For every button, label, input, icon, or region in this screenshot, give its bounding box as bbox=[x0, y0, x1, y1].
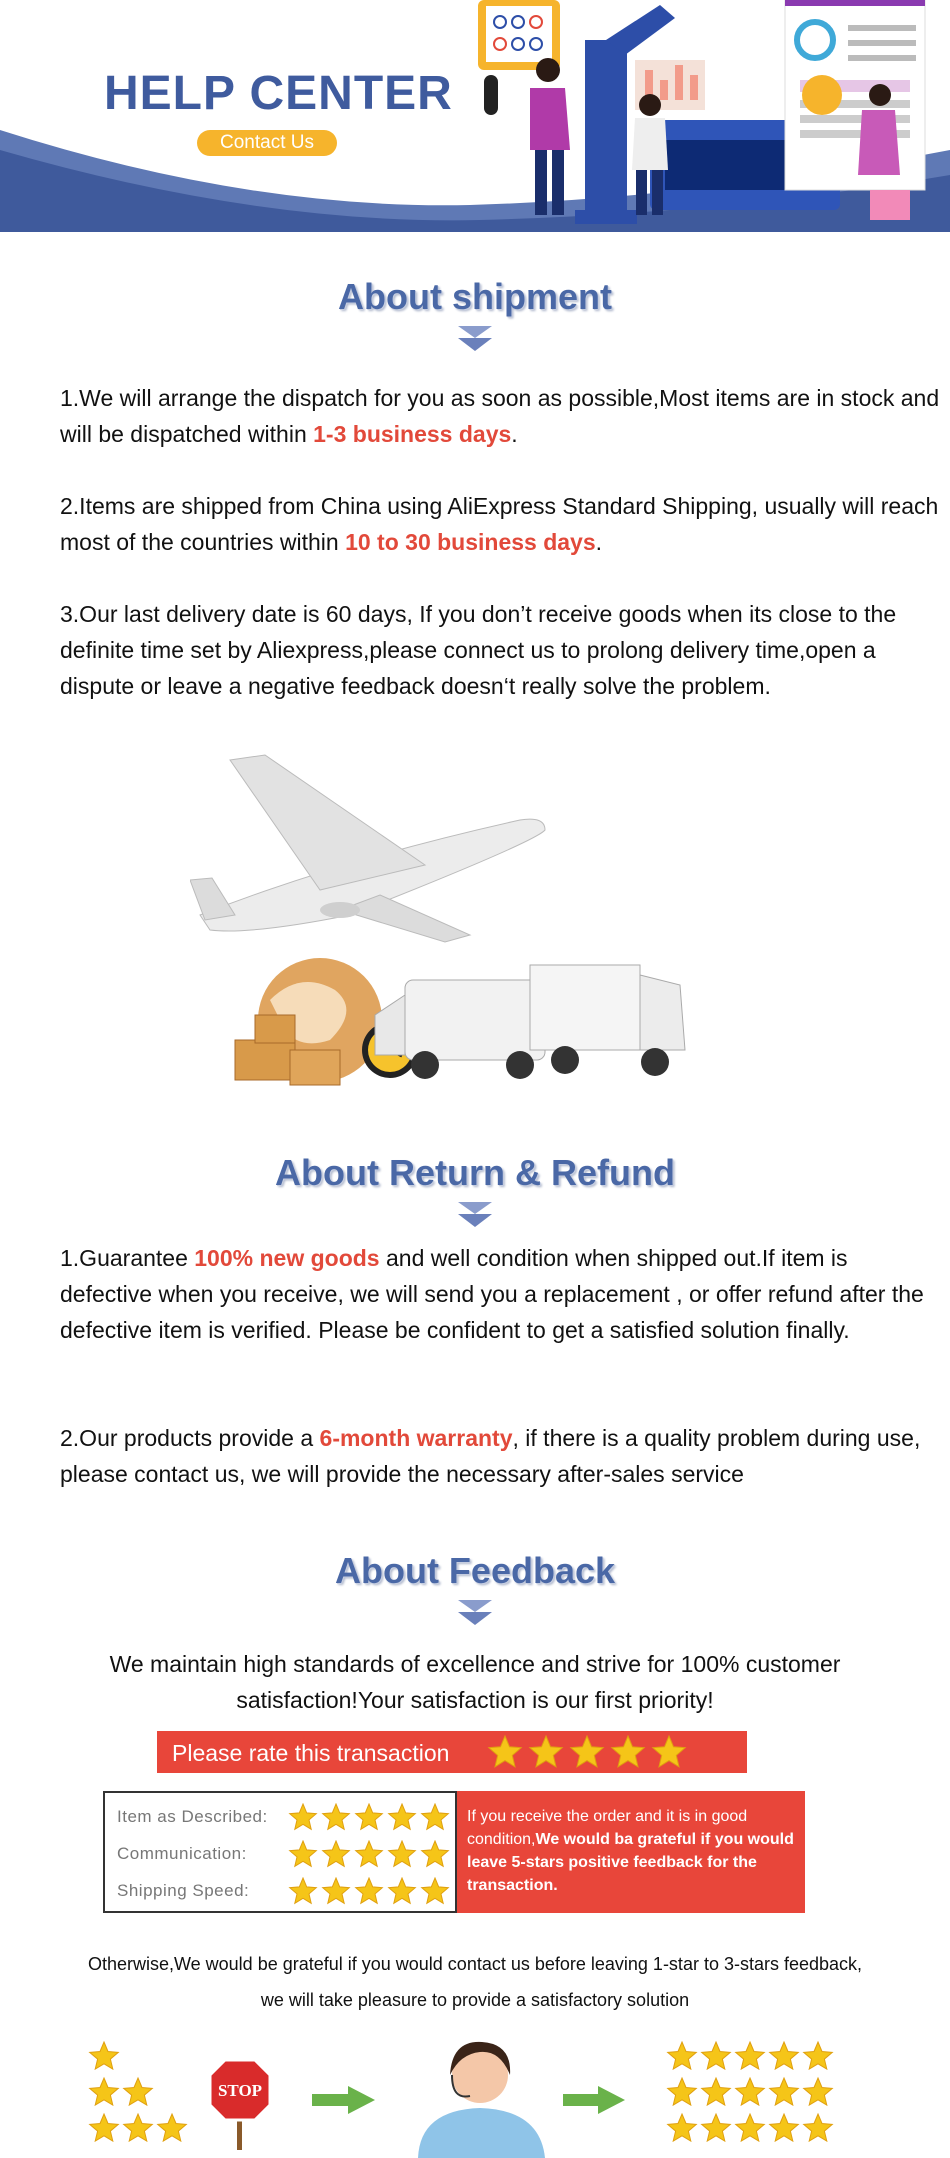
star-icon bbox=[530, 1736, 562, 1767]
rating-row-item-described bbox=[117, 1803, 457, 1833]
star-icon bbox=[323, 1878, 350, 1903]
page-title: HELP CENTER bbox=[104, 67, 453, 120]
star-icon bbox=[612, 1736, 644, 1767]
star-icon bbox=[736, 2042, 765, 2069]
star-icon bbox=[389, 1878, 416, 1903]
star-icon bbox=[323, 1804, 350, 1829]
shipment-paragraph-3: 3.Our last delivery date is 60 days, If you don’t receive goods when its close to the definite time set by Aliexpress,please connect us to prolong delivery time,open a dispute or leave a negative feedback doesn‘t really solve the problem. bbox=[60, 601, 897, 699]
star-icon bbox=[323, 1841, 350, 1866]
star-rating[interactable] bbox=[287, 1877, 452, 1907]
arrow-right-icon bbox=[563, 2086, 625, 2114]
delivery-days-highlight: 10 to 30 business days bbox=[345, 529, 596, 555]
star-rating[interactable] bbox=[287, 1840, 452, 1870]
rate-stars[interactable] bbox=[487, 1735, 697, 1771]
star-icon bbox=[389, 1804, 416, 1829]
rating-label: Item as Described: bbox=[117, 1807, 268, 1826]
star-icon bbox=[90, 2042, 119, 2069]
chevron-down-icon bbox=[458, 326, 492, 352]
star-icon bbox=[770, 2078, 799, 2105]
rate-transaction-bar bbox=[157, 1731, 747, 1773]
star-icon bbox=[290, 1878, 317, 1903]
otherwise-text-1: Otherwise,We would be grateful if you would contact us before leaving 1-star to 3-stars feedback, bbox=[87, 1954, 863, 1974]
new-goods-highlight: 100% new goods bbox=[194, 1245, 380, 1271]
arrow-right-icon bbox=[312, 2086, 375, 2114]
rate-transaction-label: Please rate this transaction bbox=[172, 1740, 450, 1766]
star-icon bbox=[422, 1841, 449, 1866]
rating-row-communication bbox=[117, 1840, 457, 1870]
feedback-flow-illustration bbox=[0, 2030, 950, 2158]
star-icon bbox=[290, 1804, 317, 1829]
star-icon bbox=[124, 2078, 153, 2105]
customer-service-agent-icon bbox=[418, 2042, 545, 2158]
star-icon bbox=[702, 2042, 731, 2069]
star-icon bbox=[653, 1736, 685, 1767]
star-icon bbox=[702, 2114, 731, 2141]
star-icon bbox=[770, 2042, 799, 2069]
feedback-intro: We maintain high standards of excellence and strive for 100% customer satisfaction!Your satisfaction is our first priority! bbox=[109, 1651, 841, 1713]
star-icon bbox=[489, 1736, 521, 1767]
star-icon bbox=[668, 2114, 697, 2141]
star-icon bbox=[356, 1841, 383, 1866]
star-icon bbox=[90, 2114, 119, 2141]
otherwise-text-2: we will take pleasure to provide a satisfactory solution bbox=[260, 1990, 690, 2010]
refund-paragraph-2: 2.Our products provide a 6-month warranty, if there is a quality problem during use, please contact us, we will provide the necessary after-sales service bbox=[60, 1425, 921, 1487]
star-icon bbox=[804, 2114, 833, 2141]
star-icon bbox=[90, 2078, 119, 2105]
rating-table bbox=[103, 1791, 457, 1913]
chevron-down-icon bbox=[458, 1202, 492, 1228]
shipment-paragraph-1: 1.We will arrange the dispatch for you as soon as possible,Most items are in stock and will be dispatched within 1-3 business days. bbox=[60, 385, 940, 447]
help-center-banner bbox=[0, 0, 950, 232]
star-icon bbox=[422, 1804, 449, 1829]
chevron-down-icon bbox=[458, 1600, 492, 1626]
star-icon bbox=[668, 2042, 697, 2069]
feedback-request-panel: If you receive the order and it is in good condition,We would ba grateful if you would leave 5-stars positive feedback for the transaction. bbox=[457, 1791, 805, 1913]
shipment-paragraph-2: 2.Items are shipped from China using AliExpress Standard Shipping, usually will reach most of the countries within 10 to 30 business days. bbox=[60, 493, 939, 555]
star-icon bbox=[356, 1878, 383, 1903]
star-icon bbox=[702, 2078, 731, 2105]
star-icon bbox=[804, 2042, 833, 2069]
star-icon bbox=[158, 2114, 187, 2141]
star-rating[interactable] bbox=[287, 1803, 452, 1833]
stop-label: STOP bbox=[217, 2081, 263, 2100]
star-icon bbox=[736, 2078, 765, 2105]
refund-paragraph-1: 1.Guarantee 100% new goods and well condition when shipped out.If item is defective when you receive, we will send you a replacement , or offer refund after the defective item is verified. Please be confident to get a satisfied solution finally. bbox=[60, 1245, 924, 1343]
refund-heading: About Return & Refund bbox=[275, 1152, 675, 1193]
warranty-highlight: 6-month warranty bbox=[319, 1425, 513, 1451]
star-icon bbox=[422, 1878, 449, 1903]
star-icon bbox=[804, 2078, 833, 2105]
star-icon bbox=[668, 2078, 697, 2105]
rating-label: Communication: bbox=[117, 1844, 247, 1863]
rating-label: Shipping Speed: bbox=[117, 1881, 250, 1900]
dispatch-days-highlight: 1-3 business days bbox=[313, 421, 512, 447]
star-icon bbox=[571, 1736, 603, 1767]
feedback-heading: About Feedback bbox=[334, 1550, 616, 1591]
star-icon bbox=[356, 1804, 383, 1829]
star-icon bbox=[770, 2114, 799, 2141]
rating-row-shipping-speed bbox=[117, 1877, 457, 1907]
star-icon bbox=[124, 2114, 153, 2141]
star-icon bbox=[290, 1841, 317, 1866]
star-icon bbox=[736, 2114, 765, 2141]
shipment-heading: About shipment bbox=[338, 276, 612, 317]
contact-us-button[interactable]: Contact Us bbox=[197, 130, 337, 156]
shipping-illustration bbox=[190, 750, 690, 1100]
stop-sign-icon bbox=[210, 2060, 270, 2150]
star-icon bbox=[389, 1841, 416, 1866]
